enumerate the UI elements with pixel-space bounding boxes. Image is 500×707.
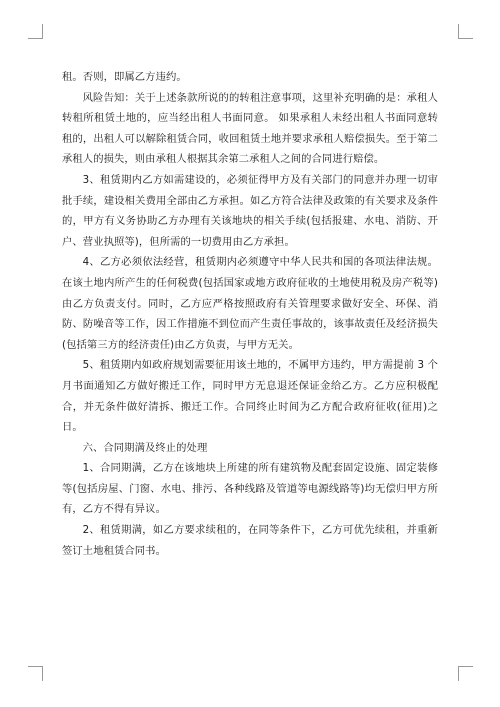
section-heading: 六、合同期满及终止的处理	[82, 441, 208, 454]
paragraph-clause-4: 4、乙方必须依法经营，租赁期内必须遵守中华人民共和国的各项法律法规。在该土地内所产生的任何税费(包括国家或地方政府征收的土地使用税及房产税等)由乙方负责支付。同时，乙方应严格按照政府有关管理要求做好安全、环保、消防、防噪音等工作，因工作措施不到位而产生责任事故的，该事故责任及经济损失(包括第三方的经济责任)由乙方负责，与甲方无关。	[62, 256, 438, 351]
paragraph-expiry-clause-2: 2、租赁期满，如乙方要求续租的，在同等条件下，乙方可优先续租，并重新签订土地租赁合同书。	[62, 524, 438, 557]
crop-mark-top-left	[28, 24, 43, 39]
crop-mark-top-right	[458, 24, 473, 39]
document-body	[62, 67, 438, 561]
paragraph-expiry-clause-1: 1、合同期满，乙方在该地块上所建的所有建筑物及配套固定设施、固定装修等(包括房屋、门窗、水电、排污、各种线路及管道等电源线路等)均无偿归甲方所有，乙方不得有异议。	[62, 462, 438, 516]
paragraph-clause-5: 5、租赁期内如政府规划需要征用该土地的，不属甲方违约，甲方需提前 3 个月书面通知乙方做好搬迁工作，同时甲方无息退还保证金给乙方。乙方应积极配合，并无条件做好清拆、搬迁工作。合同终止时间为乙方配合政府征收(征用)之日。	[62, 359, 438, 434]
paragraph-continuation: 租。否则，即属乙方违约。	[62, 71, 187, 83]
paragraph-risk-notice: 风险告知：关于上述条款所说的的转租注意事项，这里补充明确的是：承租人转租所租赁土地的，应当经出租人书面同意。 如果承租人未经出租人书面同意转租的，出租人可以解除租赁合同，收回租赁土地并要求承租人赔偿损失。至于第二承租人的损失，则由承租人根据其余第二承租人之间的合同进行赔偿。	[62, 91, 438, 166]
crop-mark-bottom-right	[458, 666, 473, 681]
paragraph-clause-3: 3、租赁期内乙方如需建设的，必须征得甲方及有关部门的同意并办理一切审批手续，建设相关费用全部由乙方承担。如乙方符合法律及政策的有关要求及条件的，甲方有义务协助乙方办理有关该地块的相关手续(包括报建、水电、消防、开户、营业执照等)，但所需的一切费用由乙方承担。	[62, 173, 438, 248]
crop-mark-bottom-left	[28, 666, 43, 681]
